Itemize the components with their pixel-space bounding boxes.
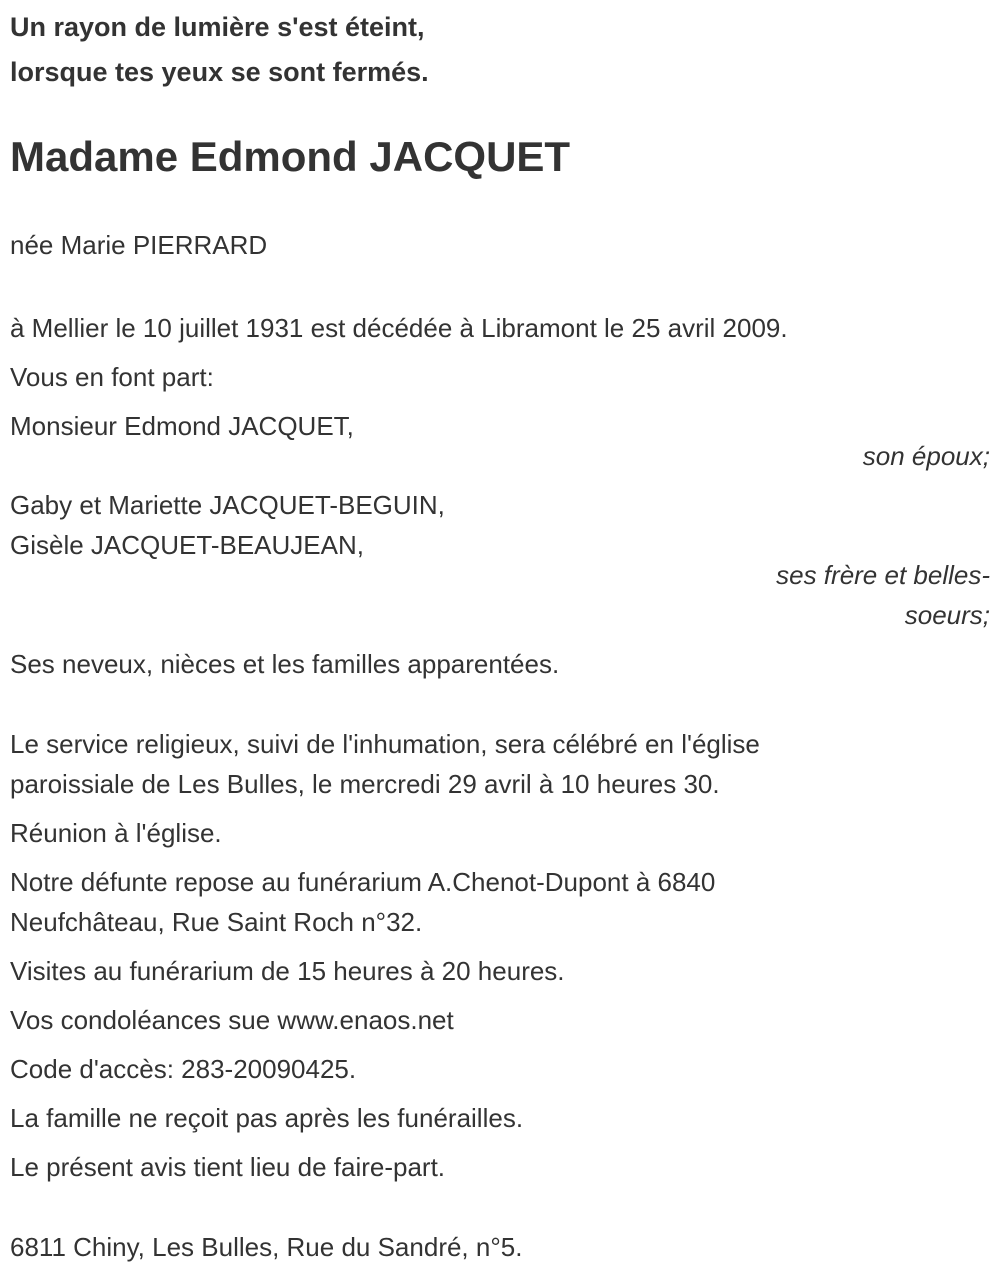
epigraph-line-2: lorsque tes yeux se sont fermés. [10,57,429,87]
religious-service-paragraph [10,724,990,804]
announcement-intro: Vous en font part: [10,362,214,392]
funerarium-paragraph [10,862,990,942]
access-code: Code d'accès: 283-20090425. [10,1054,357,1084]
relation-siblings [10,555,990,635]
birth-death-line: à Mellier le 10 juillet 1931 est décédée à Libramont le 25 avril 2009. [10,313,788,343]
funerarium-line-2: Neufchâteau, Rue Saint Roch n°32. [10,907,423,937]
relative-husband-name: Monsieur Edmond JACQUET, [10,411,354,441]
relative-siblings-name-2: Gisèle JACQUET-BEAUJEAN, [10,530,364,560]
epigraph-line-1: Un rayon de lumière s'est éteint, [10,12,425,42]
relative-extended-family: Ses neveux, nièces et les familles apparentées. [10,649,560,679]
religious-service-line-2: paroissiale de Les Bulles, le mercredi 29 avril à 10 heures 30. [10,769,720,799]
deceased-name-title: Madame Edmond JACQUET [10,133,571,180]
meeting-info: Réunion à l'église. [10,818,222,848]
reception-info: La famille ne reçoit pas après les funérailles. [10,1103,524,1133]
faire-part-statement: Le présent avis tient lieu de faire-part. [10,1152,446,1182]
relative-siblings-name-1: Gaby et Mariette JACQUET-BEGUIN, [10,490,445,520]
religious-service-line-1: Le service religieux, suivi de l'inhumation, sera célébré en l'église [10,729,760,759]
funerarium-line-1: Notre défunte repose au funérarium A.Chenot-Dupont à 6840 [10,867,716,897]
visits-info: Visites au funérarium de 15 heures à 20 heures. [10,956,565,986]
epigraph [10,14,990,86]
family-address: 6811 Chiny, Les Bulles, Rue du Sandré, n°5. [10,1232,523,1262]
relation-husband: son époux; [862,441,990,471]
maiden-name: née Marie PIERRARD [10,230,268,260]
relation-siblings-line-1: ses frère et belles- [776,560,990,590]
funeral-arrangements [10,724,990,1187]
relatives-list [10,406,990,684]
condolences-info: Vos condoléances sue www.enaos.net [10,1005,454,1035]
relation-siblings-line-2: soeurs; [904,600,990,630]
